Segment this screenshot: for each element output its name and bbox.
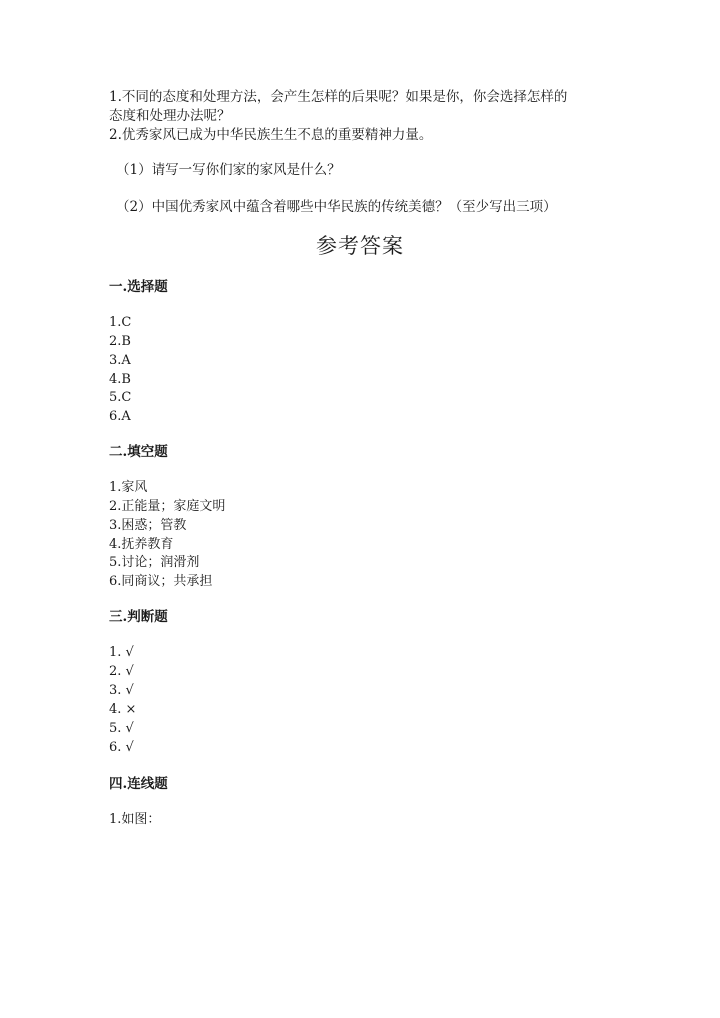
question-2-sub-2: （2）中国优秀家风中蕴含着哪些中华民族的传统美德？（至少写出三项） xyxy=(116,199,557,215)
answer-item: 6.同商议；共承担 xyxy=(109,574,213,589)
section-heading-true-false: 三.判断题 xyxy=(109,609,168,625)
answer-item: 5.讨论；润滑剂 xyxy=(109,555,200,570)
question-1-line-1: 1.不同的态度和处理方法，会产生怎样的后果呢？如果是你，你会选择怎样的 xyxy=(109,89,568,105)
question-1-line-2: 态度和处理办法呢？ xyxy=(109,108,231,124)
answer-item: 2.B xyxy=(109,334,131,349)
answer-item: 1.家风 xyxy=(109,480,148,495)
question-2: 2.优秀家风已成为中华民族生生不息的重要精神力量。 xyxy=(109,127,433,143)
answer-item: 3.A xyxy=(109,353,131,368)
section-heading-choice: 一.选择题 xyxy=(109,279,168,295)
answer-item: 2.正能量；家庭文明 xyxy=(109,499,226,514)
answer-item: 3. √ xyxy=(109,683,134,698)
answer-item: 1.如图： xyxy=(109,812,161,827)
answer-item: 4. × xyxy=(109,702,137,717)
answer-item: 4.抚养教育 xyxy=(109,537,174,552)
answer-item: 5. √ xyxy=(109,721,134,736)
section-heading-matching: 四.连线题 xyxy=(109,776,168,792)
answer-item: 5.C xyxy=(109,390,132,405)
answer-item: 4.B xyxy=(109,372,131,387)
answer-item: 6. √ xyxy=(109,740,134,755)
answer-item: 3.困惑；管教 xyxy=(109,518,187,533)
answer-title: 参考答案 xyxy=(316,234,404,258)
question-2-sub-1: （1）请写一写你们家的家风是什么？ xyxy=(116,162,341,178)
answer-item: 1. √ xyxy=(109,645,134,660)
answer-item: 6.A xyxy=(109,409,131,424)
answer-item: 2. √ xyxy=(109,664,134,679)
answer-item: 1.C xyxy=(109,315,132,330)
section-heading-fill-blank: 二.填空题 xyxy=(109,444,168,460)
